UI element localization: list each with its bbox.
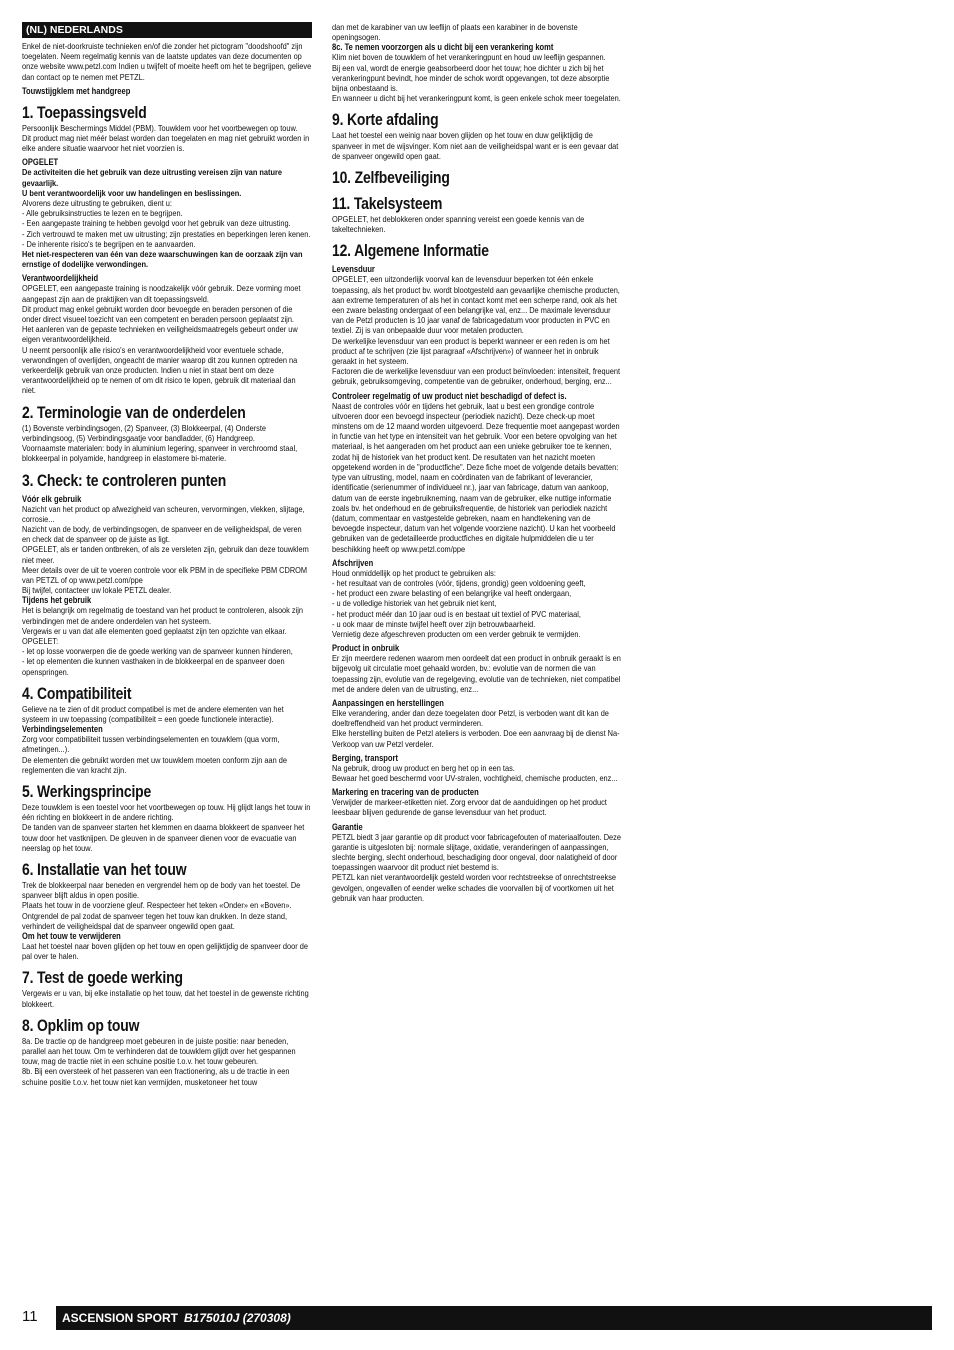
paragraph: Vergewis er u van, bij elke installatie op het touw, dat het toestel in de gewenste richting blokkeert. (22, 988, 309, 1009)
section-heading: 4. Compatibiliteit (22, 683, 132, 703)
warning-text: De activiteiten die het gebruik van deze uitrusting vereisen zijn van nature gevaarlijk. (22, 167, 282, 188)
paragraph: Laat het toestel naar boven glijden op het touw en open gelijktijdig de spanveer door de pal over te halen. (22, 941, 308, 962)
paragraph: Na gebruik, droog uw product en berg het op in een tas. (332, 762, 515, 773)
paragraph: Het aanleren van de gepaste technieken en veiligheidsmaatregels gebeurt onder uw eigen verantwoordelijkheid. (22, 324, 298, 345)
paragraph: Klim niet boven de touwklem of het verankeringpunt en houd uw leeflijn gespannen. (332, 52, 606, 63)
section-heading: 3. Check: te controleren punten (22, 470, 227, 490)
paragraph: OPGELET, het deblokkeren onder spanning vereist een goede kennis van de takeltechnieken. (332, 214, 585, 235)
section-heading: 2. Terminologie van de onderdelen (22, 402, 246, 422)
paragraph: Enkel de niet-doorkruiste technieken en/of die zonder het pictogram "doodshoofd" zijn toegelaten. Neem regelmatig kennis van de laatste updates van deze documenten op onze website www.petzl.com Indien u twijfelt of moeite heeft om het te begrijpen, gelieve dan contact op te nemen met PETZL. (22, 41, 312, 82)
paragraph: Elke verandering, ander dan deze toegelaten door Petzl, is verboden want dit kan de doeltreffendheid van het product verminderen. (332, 707, 609, 729)
subheading: Markering en tracering van de producten (332, 787, 479, 798)
paragraph: Gelieve na te zien of dit product compatibel is met de andere elementen van het systeem in uw toepassing (compatibiliteit = een goede functionele interactie). (22, 703, 284, 724)
warning-text: U bent verantwoordelijk voor uw handelingen en beslissingen. (22, 187, 242, 198)
paragraph: PETZL biedt 3 jaar garantie op dit product voor fabricagefouten of materiaalfouten. Deze garantie is uitgesloten bij: normale slijtage, oxidatie, veranderingen of aanpassingen, slechte berging, slecht onderhoud, beschadiging door ongeval, door nalatigheid of door toepassingen waarvoor dit product niet bestemd is. (332, 831, 621, 873)
paragraph: dan met de karabiner van uw leeflijn of plaats een karabiner in de bovenste openingsogen. (332, 22, 578, 43)
paragraph: 8b. Bij een oversteek of het passeren van een fractionering, als u de tractie in een schuine positie t.o.v. het touw niet kan vermijden, musketoneer het touw (22, 1066, 290, 1087)
section-heading: 5. Werkingsprincipe (22, 781, 152, 801)
paragraph: 8a. De tractie op de handgreep moet gebeuren in de juiste positie: naar beneden, parallel aan het touw. Om te verhinderen dat de touwklem glijdt over het gespannen touw, mag de tractie niet in een schuine positie t.o.v. het touw gebeuren. (22, 1035, 296, 1067)
subheading: Vóór elk gebruik (22, 493, 82, 504)
subheading: Levensduur (332, 264, 375, 275)
paragraph: - het product méér dan 10 jaar oud is en bestaat uit textiel of PVC materiaal, (332, 608, 581, 619)
paragraph: - let op elementen die kunnen vasthaken in de blokkeerpal en de spanveer doen openspringen. (22, 656, 285, 677)
paragraph: Bewaar het goed beschermd voor UV-stralen, vochtigheid, chemische producten, enz... (332, 772, 618, 783)
paragraph: PETZL kan niet verantwoordelijk gesteld worden voor rechtstreekse of onrechtstreekse gevolgen, ongevallen of eender welke schades die voorvallen bij of voortkomen uit het gebruik van haar producten. (332, 872, 617, 903)
paragraph: Dit product mag enkel gebruikt worden door bevoegde en beraden personen of die onder direct visueel toezicht van een competent en beraden persoon geplaatst zijn. (22, 303, 294, 325)
paragraph: Verwijder de markeer-etiketten niet. Zorg ervoor dat de aanduidingen op het product leesbaar blijven gedurende de ganse levensduur van het product. (332, 797, 607, 818)
subheading: Tijdens het gebruik (22, 595, 92, 606)
subheading: Afschrijven (332, 557, 374, 568)
paragraph: En wanneer u dicht bij het verankeringpunt komt, is geen enkele schok meer toegelaten. (332, 93, 621, 104)
paragraph: - Een aangepaste training te hebben gevolgd voor het gebruik van deze uitrusting. (22, 218, 291, 229)
paragraph: Meer details over de uit te voeren controle voor elk PBM in de specifieke PBM CDROM van PETZL of op www.petzl.com/ppe (22, 564, 308, 585)
paragraph: - let op losse voorwerpen die de goede werking van de spanveer kunnen hinderen, (22, 646, 293, 657)
language-header: (NL) NEDERLANDS (22, 22, 312, 38)
section-heading: 6. Installatie van het touw (22, 859, 187, 879)
paragraph: Vergewis er u van dat alle elementen goed geplaatst zijn ten opzichte van elkaar. (22, 625, 287, 636)
paragraph: Zorg voor compatibiliteit tussen verbindingselementen en touwklem (qua vorm, afmetingen...). (22, 734, 280, 755)
subheading: Touwstijgklem met handgreep (22, 85, 131, 96)
section-heading: 9. Korte afdaling (332, 110, 439, 130)
paragraph: Bij twijfel, contacteer uw lokale PETZL dealer. (22, 585, 172, 596)
paragraph: - De inherente risico's te begrijpen en te aanvaarden. (22, 238, 196, 249)
paragraph: Nazicht van de body, de verbindingsogen, de spanveer en de veiligheidspal, de veren en check dat de spanveer op de juiste as ligt. (22, 523, 302, 545)
paragraph: Het is belangrijk om regelmatig de toestand van het product te controleren, alsook zijn verbindingen met de andere onderdelen van het systeem. (22, 605, 304, 626)
paragraph: De werkelijke levensduur van een product is beperkt wanneer er een reden is om het product af te schrijven (zie lijst paragraaf «Afschrijven») of wanneer het in onbruik geraakt in het systeem. (332, 335, 610, 367)
left-column (22, 22, 312, 1087)
paragraph: Trek de blokkeerpal naar beneden en vergrendel hem op de body van het toestel. De spanveer blijft aldus in open positie. (22, 879, 301, 901)
paragraph: De tanden van de spanveer starten het klemmen en daarna blokkeert de spanveer het touw door het vastknijpen. De gleuven in de spanveer dienen voor de evacuatie van neerslag op het touw. (22, 822, 305, 853)
paragraph: De elementen die gebruikt worden met uw touwklem moeten conform zijn aan de reglementen die van kracht zijn. (22, 754, 287, 775)
subheading: Garantie (332, 821, 363, 832)
footer-bar (56, 1306, 932, 1330)
section-heading: 10. Zelfbeveiliging (332, 168, 450, 188)
paragraph: OPGELET, een aangepaste training is noodzakelijk vóór gebruik. Deze vorming moet aangepast zijn aan de praktijken van dit toepassingsveld. (22, 283, 301, 304)
subheading: Controleer regelmatig of uw product niet beschadigd of defect is. (332, 390, 567, 401)
section-heading: 1. Toepassingsveld (22, 102, 147, 122)
paragraph: - Alle gebruiksinstructies te lezen en te begrijpen. (22, 208, 183, 219)
section-heading: 8. Opklim op touw (22, 1015, 140, 1035)
subheading: 8c. Te nemen voorzorgen als u dicht bij een verankering komt (332, 42, 554, 53)
subheading: OPGELET (22, 157, 59, 168)
product-name: ASCENSION SPORT (62, 1311, 179, 1325)
paragraph: - u de volledige historiek van het gebruik niet kent, (332, 598, 497, 609)
subheading: Verantwoordelijkheid (22, 273, 99, 284)
subheading: Om het touw te verwijderen (22, 931, 121, 941)
paragraph: - Zich vertrouwd te maken met uw uitrusting; zijn prestaties en beperkingen leren kenen. (22, 228, 311, 239)
paragraph: Persoonlijk Beschermings Middel (PBM). Touwklem voor het voortbewegen op touw. (22, 122, 298, 133)
paragraph: Laat het toestel een weinig naar boven glijden op het touw en duw gelijktijdig de spanveer in met de wijsvinger. Kom niet aan de veiligheidspal want er is een gevaar dat de spanveer ongewild open gaat. (332, 130, 619, 161)
paragraph: Deze touwklem is een toestel voor het voortbewegen op touw. Hij glijdt langs het touw in één richting en blokkeert in de andere richting. (22, 801, 311, 823)
paragraph: Dit product mag niet méér belast worden dan toegelaten en mag niet gebruikt worden in elke andere situatie waarvoor het niet voorzien is. (22, 133, 310, 154)
paragraph: Houd onmiddellijk op het product te gebruiken als: (332, 567, 496, 578)
paragraph: Plaats het touw in de voorziene gleuf. Respecteer het teken «Onder» en «Boven». Ontgrendel de pal zodat de spanveer tegen het touw kan drukken. In deze stand, verhindert de veiligheidspal dat de spanveer ongewild open gaat. (22, 900, 292, 931)
right-column (332, 22, 622, 903)
paragraph: Factoren die de werkelijke levensduur van een product beïnvloeden: intensiteit, frequent gebruik, gebruiksomgeving, competentie van de gebruiker, onderhoud, berging, enz... (332, 366, 621, 387)
paragraph: U neemt persoonlijk alle risico's en verantwoordelijkheid voor eventuele schade, verwondingen of overlijden, ongeacht de manier waarop dit zou kunnen optreden na verkeerdelijk gebruik van onze producten. Indien u niet in staat bent om deze verantwoordelijkheid op te nemen of om dit risico te lopen, gebruik dit materiaal dan niet. (22, 344, 298, 396)
paragraph: Elke herstelling buiten de Petzl ateliers is verboden. Doe een aanvraag bij de dienst Na-Verkoop van uw Petzl verdeler. (332, 728, 620, 749)
subheading: Berging, transport (332, 752, 398, 763)
paragraph: Nazicht van het product op afwezigheid van scheuren, vervormingen, vlekken, slijtage, corrosie... (22, 503, 305, 524)
paragraph: OPGELET: (22, 635, 59, 646)
paragraph: (1) Bovenste verbindingsogen, (2) Spanveer, (3) Blokkeerpal, (4) Onderste verbindingsoog, (5) Verbindingsgaatje voor bandladder, (6) Handgreep. (22, 422, 267, 443)
section-heading: 11. Takelsysteem (332, 194, 443, 214)
paragraph: - u ook maar de minste twijfel heeft over zijn betrouwbaarheid. (332, 618, 536, 629)
section-heading: 12. Algemene Informatie (332, 241, 489, 261)
subheading: Verbindingselementen (22, 724, 103, 735)
page-number: 11 (22, 1308, 38, 1325)
document-code: B175010J (270308) (184, 1311, 291, 1325)
page-footer (22, 1306, 932, 1330)
paragraph: - het product een zware belasting of een belangrijke val heeft ondergaan, (332, 588, 572, 599)
paragraph: Bij een val, wordt de energie geabsorbeerd door het touw; hoe dichter u zich bij het verankeringpunt bevindt, hoe minder de schok wordt opgevangen, tot deze absorptie bijna onbestaand is. (332, 62, 610, 94)
paragraph: Er zijn meerdere redenen waarom men oordeelt dat een product in onbruik geraakt is en bijgevolg uit circulatie moet gehaald worden, bv.: evolutie van de normen die van toepassing zijn, evolutie van de regelgeving, evolutie van de technieken, niet compatibel met de andere delen van de uitrusting, enz... (332, 653, 621, 694)
subheading: Product in onbruik (332, 643, 400, 654)
paragraph: Voornaamste materialen: body in aluminium legering, spanveer in verchroomd staal, blokkeerpal in polyamide, handgreep in elastomere bi-materie. (22, 443, 298, 464)
paragraph: Vernietig deze afgeschreven producten om een verder gebruik te vermijden. (332, 628, 581, 639)
paragraph: - het resultaat van de controles (vóór, tijdens, grondig) geen voldoening geeft, (332, 577, 586, 588)
paragraph: Alvorens deze uitrusting te gebruiken, dient u: (22, 198, 172, 209)
paragraph: OPGELET, als er tanden ontbreken, of als ze versleten zijn, gebruik dan deze touwklem niet meer. (22, 544, 309, 565)
section-heading: 7. Test de goede werking (22, 968, 183, 988)
paragraph: OPGELET, een uitzonderlijk voorval kan de levensduur beperken tot één enkele toepassing, als het product bv. wordt blootgesteld aan gevaarlijke chemische producten, aan extreme temperaturen of als het in contact komt met een scherpe rand, ook als het een zware belasting ondergaat of een belangrijke val, enz... De maximale levensduur van de Petzl producten is 10 jaar vanaf de fabricagedatum voor producten in PVC en textiel. Zij is van onbepaalde duur voor metalen producten. (332, 274, 620, 336)
warning-text: Het niet-respecteren van één van deze waarschuwingen kan de oorzaak zijn van ernstige of dodelijke verwondingen. (22, 249, 303, 270)
subheading: Aanpassingen en herstellingen (332, 697, 444, 708)
paragraph: Naast de controles vóór en tijdens het gebruik, laat u best een grondige controle uitvoeren door een bevoegd inspecteur (periodiek nazicht). Deze check-up moet minstens om de 12 maand worden uitgevoerd. Deze frequentie moet aangepast worden in functie van het type en intensiteit van het gebruik. Voor een betere opvolging van het materiaal, is het aangeraden om het product aan een unieke gebruiker toe te kennen, zodat hij de historiek van het product kent. De resultaten van het nazicht moeten opgetekend worden in de "productfiche". Deze fiche moet de volgende details bevatten: type van uitrusting, model, naam en coördinaten van de fabrikant of leverancier, identificatie (serienummer of individueel nr.), jaar van fabricage, datum van aankoop, datum van de eerste ingebruikneming, naam van de gebruiker, elke nuttige informatie zoals bv. het onderhoud en de gebruiksfrequentie, de historiek van periodiek nazicht (datum, commentaar en vastgestelde gebreken, naam en handtekening van de bevoegde inspecteur, datum van het volgende voorziene nazicht). U kan het voorbeeld gebruiken van de gedetailleerde productfiches en digitale hulpmiddelen die u ter beschikking heeft op www.petzl.com/ppe (332, 400, 620, 554)
